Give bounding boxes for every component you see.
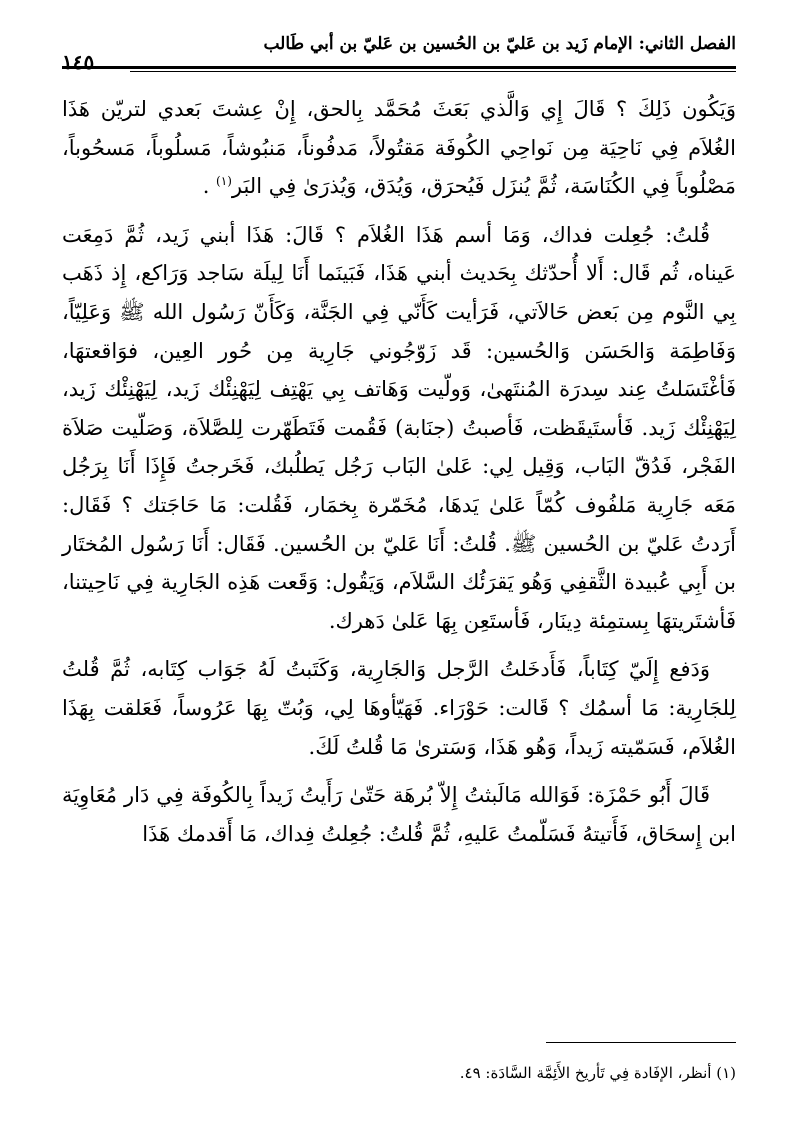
paragraph-4-text: قَالَ أَبُو حَمْزَة: فَوَالله مَالَبثتُ إِلاّ بُرهَة حَتّىٰ رَأَيتُ زَيداً بِالكُوفَة فِي دَار مُعَاوِيَة ابن إِسحَاق، فَأَتيتهُ فَسَلّمتُ عَليهِ، ثُمَّ قُلتُ: جُعِلتُ فِداك، مَا أَقدمك هَذَا [62, 783, 736, 846]
main-text [62, 90, 736, 863]
paragraph-1-tail: . [202, 174, 217, 199]
footnote-number: (١) [716, 1064, 736, 1082]
paragraph-4 [62, 776, 736, 853]
chapter-title: الفصل الثاني: الإمام زَيد بن عَليّ بن الحُسين بن عَليّ بن أبي طَالب [263, 34, 736, 54]
paragraph-2-text: قُلتُ: جُعِلت فداك، وَمَا أسم هَذَا الغُلاَم ؟ قَالَ: هَذَا أبني زَيد، ثُمَّ دَمِعَت عَيناه، ثُم قَال: أَلا أُحدّثك بِحَديث أبني هَذَا، فَبَينَما أَنَا لِيلَة سَاجد وَرَاكع، إِذ ذَهَب بِي النَّوم مِن بَعض حَالاَتي، فَرَأيت كَأَنّي فِي الجَنَّة، وَكَأَنّ رَسُول الله ﷺ وَعَلِيّاً، وَفَاطِمَة وَالحَسَن وَالحُسين: قَد زَوّجُوني جَارِية مِن حُور العِين، فوَاقعتهَا، فَأغْتَسَلتُ عِند سِدرَة المُنتَهىٰ، وَولّيت وَهَاتف بِي يَهْتِف لِيَهْنِئْك زَيد، لِيَهْنِئْك زَيد، لِيَهْنِئْك زَيد. فَأستَيقَظت، فَأصبتُ (جنَابة) فَقُمت فَتَطَهّرت لِلصَّلاَة، وَصَلّيت صَلاَة الفَجْر، فَدُقّ البَاب، وَقِيل لِي: عَلىٰ البَاب رَجُل يَطلُبك، فَخَرجتُ فَإِذَا أَنَا بِرَجُل مَعَه جَارِية مَلفُوف كُمّاً عَلىٰ يَدهَا، مُخَمّرة بِخمَار، فَقُلت: مَا حَاجَتك ؟ فَقَال: أَرَدتُ عَليّ بن الحُسين ﷺ. قُلتُ: أَنَا عَليّ بن الحُسين. فَقَال: أَنَا رَسُول المُختَار بن أَبِي عُبيدة الثَّقفِي وَهُو يَقرَئُك السَّلاَم، وَيَقُول: وَقَعت هَذِه الجَارِية فِي نَاحِيتنا، فَأشتَريتهَا بِستمِئة دِينَار، فَأستَعِن بِهَا عَلىٰ دَهرك. [62, 222, 736, 633]
footnote-rule [546, 1042, 736, 1043]
paragraph-3 [62, 650, 736, 766]
footnote-reference[interactable]: (١) [216, 174, 232, 189]
page-number: ١٤٥ [62, 50, 95, 74]
header-rule-thin [130, 71, 736, 72]
footnote-text: أنظر، الإفَادة فِي تَأريخ الأَئِمَّة السَّادَة: ٤٩. [459, 1064, 712, 1082]
paragraph-3-text: وَدَفع إِلَيّ كِتَاباً، فَأَدخَلتُ الرَّجل وَالجَارِية، وَكَتَبتُ لَهُ جَوَاب كِتَابه، ثُمَّ قُلتُ لِلجَارِية: مَا أسمُك ؟ قَالت: حَوْرَاء. فَهَيّأوهَا لِي، وَبُتّ بِهَا عَرُوساً، فَعَلقت بِهَذَا الغُلاَم، فَسَمّيته زَيداً، وَهُو هَذَا، وَسَترىٰ مَا قُلتُ لَكَ. [62, 657, 736, 759]
paragraph-1-text: وَيَكُون ذَلِكَ ؟ قَالَ إِي وَالَّذي بَعَثَ مُحَمَّد بِالحق، إِنْ عِشتَ بَعدي لتريّن هَذَا الغُلاَم فِي نَاحِيَة مِن نَواحِي الكُوفَة مَقتُولاً، مَدفُوناً، مَنبُوشاً، مَسلُوباً، مَسحُوباً، مَصْلُوباً فِي الكُنَاسَة، ثُمَّ يُنزَل فَيُحرَق، وَيُدَق، وَيُذرَىٰ فِي البَر [62, 97, 736, 199]
header-rule [62, 66, 736, 69]
footnote [62, 1062, 736, 1084]
paragraph-2 [62, 216, 736, 641]
running-header [62, 30, 736, 74]
paragraph-1 [62, 90, 736, 206]
